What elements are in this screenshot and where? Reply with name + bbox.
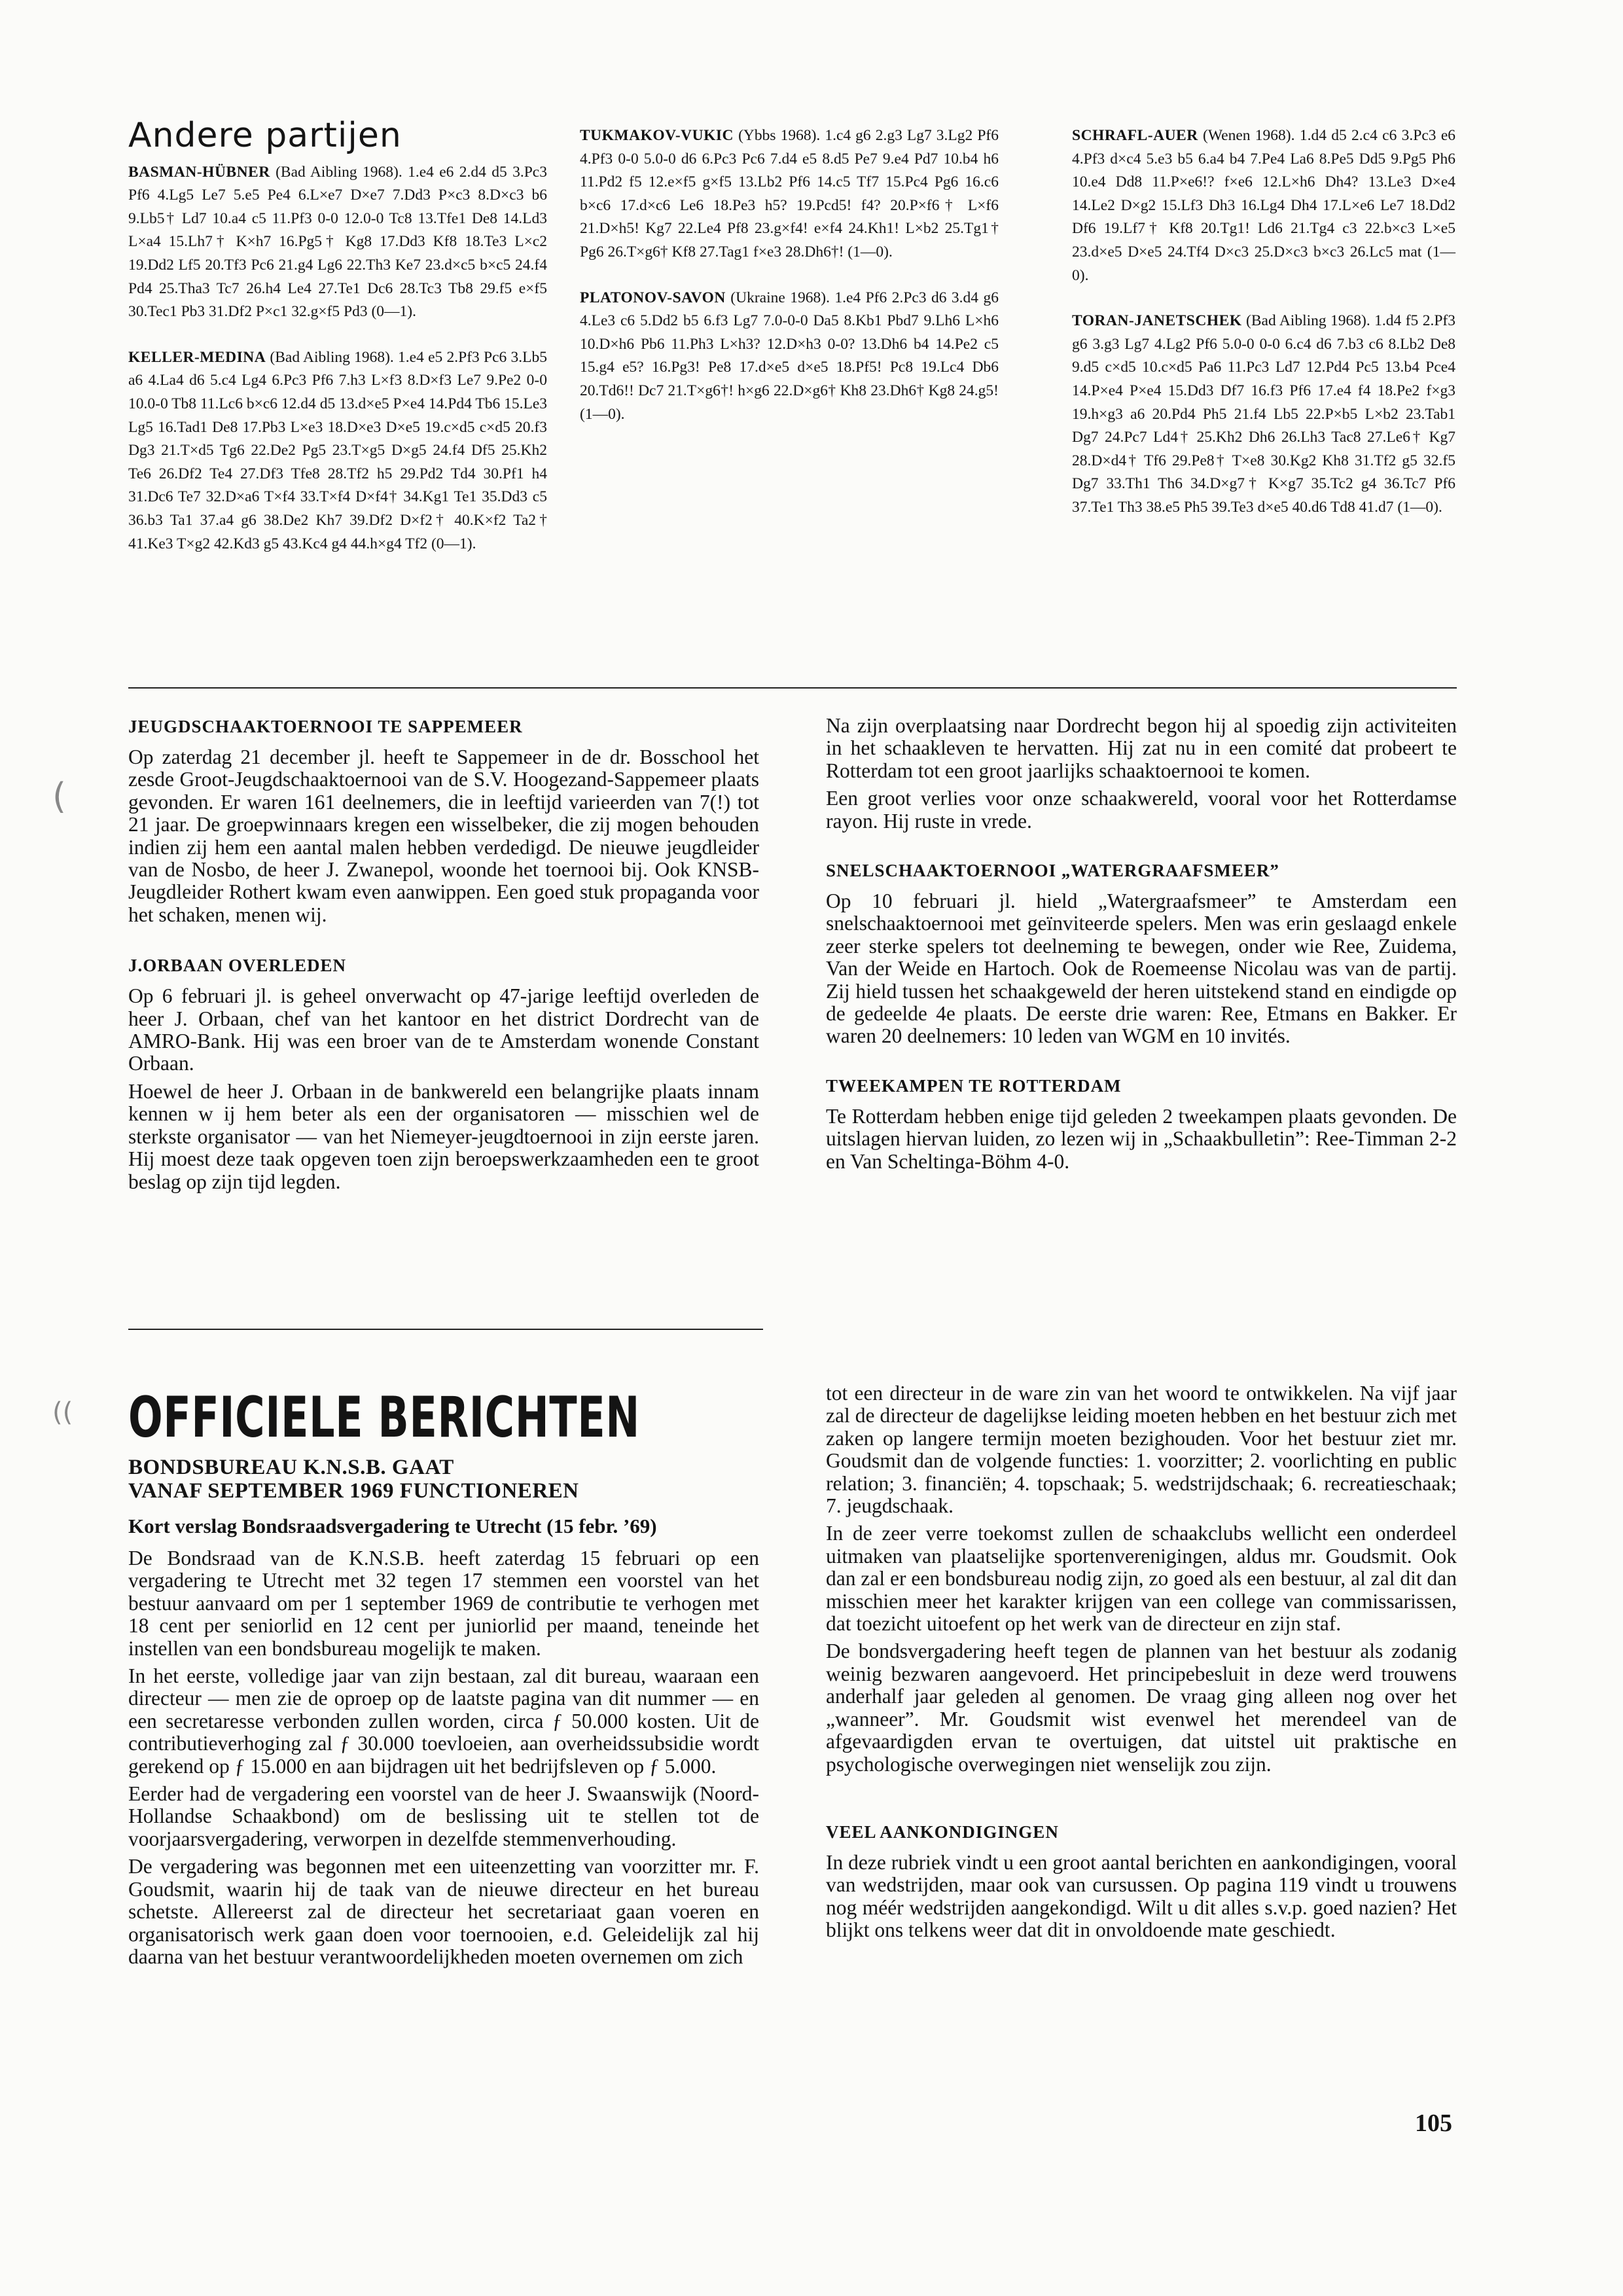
article-paragraph: De bondsvergadering heeft tegen de plannen van het bestuur als zodanig weinig bezwaren aangevoerd. Het principebesluit in deze werd trouwens anderhalf jaar geleden al genomen. De vraag ging alleen nog over het „wanneer”. Mr. Goudsmit wist evenwel het merendeel van de afgevaardigden ervan te overtuigen, dat uitstel uit praktische en psychologische overwegingen niet wenselijk zou zijn. xyxy=(826,1640,1457,1776)
margin-mark: (( xyxy=(52,1397,73,1427)
game-entry: PLATONOV-SAVON (Ukraine 1968). 1.e4 Pf6 2.Pc3 d6 3.d4 g6 4.Le3 c6 5.Dd2 b5 6.f3 Lg7 7.0-0-0 Da5 8.Kb1 Pbd7 9.Lh6 L×h6 10.D×h6 Pb6 11.Ph3 L×h3? 12.D×h3 0-0? 13.Dh6 b4 14.Pe2 c5 15.g4 e5? 16.Pg3! Pe8 17.d×e5 d×e5 18.Pf5! Pc8 19.Lc4 Db6 20.Td6!! Dc7 21.T×g6†! h×g6 22.D×g6† Kh8 23.Dh6† Kg8 24.g5! (1—0). xyxy=(580,289,999,423)
article-paragraph: In het eerste, volledige jaar van zijn bestaan, zal dit bureau, waaraan een directeur — men zie de oproep op de laatste pagina van dit nummer — en een secretaresse verbonden zullen worden, circa ƒ 50.000 kosten. Uit de contributieverhoging zal ƒ 30.000 toevloeien, aan overheidssubsidie wordt gerekend op ƒ 15.000 en aan bijdragen uit het bedrijfsleven op ƒ 5.000. xyxy=(128,1664,759,1778)
rule-before-officiele xyxy=(128,1329,763,1330)
article-title: J.ORBAAN OVERLEDEN xyxy=(128,956,347,976)
article-paragraph: Te Rotterdam hebben enige tijd geleden 2 tweekampen plaats gevonden. De uitslagen hiervan luiden, zo lezen wij in „Schaakbulletin”: Ree-Timman 2-2 en Van Scheltinga-Böhm 4-0. xyxy=(826,1104,1457,1173)
margin-mark: ( xyxy=(52,776,67,817)
officiele-subtitle: VANAF SEPTEMBER 1969 FUNCTIONEREN xyxy=(128,1479,579,1503)
article-paragraph: Op zaterdag 21 december jl. heeft te Sappemeer in de dr. Bosschool het zesde Groot-Jeugdschaaktoernooi van de S.V. Hoogezand-Sappemeer plaats gevonden. Er waren 161 deelnemers, die in leeftijd varieerden van 7(!) tot 21 jaar. De groepwinnaars kregen een wisselbeker, die zij mogen behouden indien zij hem een aantal malen hebben verdedigd. De nieuwe jeugdleider van de Nosbo, de heer J. Zwanepol, woonde het toernooi bij. Ook KNSB-Jeugdleider Rothert kwam even aanwippen. Een goed stuk propaganda voor het schaken, menen wij. xyxy=(128,745,759,926)
article-paragraph: tot een directeur in de ware zin van het woord te ontwikkelen. Na vijf jaar zal de directeur de dagelijkse leiding moeten hebben en het bestuur zich met zaken op langere termijn moeten bezighouden. Voor het bestuur ziet mr. Goudsmit dan de volgende functies: 1. voorzitter; 2. voorlichting en public relation; 3. financiën; 4. topschaak; 5. wedstrijdschaak; 6. recreatieschaak; 7. jeugdschaak. xyxy=(826,1382,1457,1518)
game-entry: TORAN-JANETSCHEK (Bad Aibling 1968). 1.d4 f5 2.Pf3 g6 3.g3 Lg7 4.Lg2 Pf6 5.0-0 0-0 6.c4 d6 7.b3 c6 8.Lb2 De8 9.d5 c×d5 10.c×d5 Pa6 11.Pc3 Ld7 12.Pd4 Pc5 13.b4 Pce4 14.P×e4 P×e4 15.Dd3 Df7 16.f3 Pf6 17.e4 f4 18.Pe2 f×g3 19.h×g3 a6 20.Pd4 Ph5 21.f4 Lb5 22.P×b5 L×b2 23.Tab1 Dg7 24.Pc7 Ld4† 25.Kh2 Dh6 26.Lh3 Tac8 27.Le6† Kg7 28.D×d4† Tf6 29.Pe8† T×e8 30.Kg2 Kh8 31.Tf2 g5 32.f5 Dg7 33.Th1 Th6 34.D×g7† K×g7 35.Tc2 g4 36.Tc7 Pf6 37.Te1 Th3 38.e5 Ph5 39.Te3 d×e5 40.d6 Td8 41.d7 (1—0). xyxy=(1072,312,1455,516)
article-orbaan-continued xyxy=(826,715,1457,833)
article-tweekampen xyxy=(826,1074,1457,1173)
article-title: JEUGDSCHAAKTOERNOOI TE SAPPEMEER xyxy=(128,717,523,736)
officiele-kort-verslag: Kort verslag Bondsraadsvergadering te Utrecht (15 febr. ’69) xyxy=(128,1515,657,1537)
articles-left-column xyxy=(128,715,759,1198)
game-entry: KELLER-MEDINA (Bad Aibling 1968). 1.e4 e5 2.Pf3 Pc6 3.Lb5 a6 4.La4 d6 5.c4 Lg4 6.Pc3 Pf6 7.h3 L×f3 8.D×f3 Le7 9.Pe2 0-0 10.0-0 Tb8 11.Lc6 b×c6 12.d4 d5 13.d×e5 P×e4 14.Pd4 Tb6 15.Le3 Lg5 16.Tad1 De8 17.Pb3 L×e3 18.D×e3 D×e5 19.c×d5 c×d5 20.f3 Dg3 21.T×d5 Tg6 22.De2 Pg5 23.T×g5 D×g5 24.f4 Df5 25.Kh2 Te6 26.Df2 Te4 27.Df3 Tfe8 28.Tf2 h5 29.Pd2 Td4 30.Pf1 h4 31.Dc6 Te7 32.D×a6 T×f4 33.T×f4 D×f4† 34.Kg1 Te1 35.Dd3 c5 36.b3 Ta1 37.a4 g6 38.De2 Kh7 39.Df2 D×f2† 40.K×f2 Ta2† 41.Ke3 T×g2 42.Kd3 g5 43.Kc4 g4 44.h×g4 Tf2 (0—1). xyxy=(128,348,547,552)
article-title: SNELSCHAAKTOERNOOI „WATERGRAAFSMEER” xyxy=(826,861,1279,881)
articles-right-column xyxy=(826,715,1457,1178)
article-paragraph: Op 10 februari jl. hield „Watergraafsmeer” te Amsterdam een snelschaaktoernooi met geïnviteerde spelers. Men was erin geslaagd enkele zeer sterke spelers tot deelneming te bewegen, onder wie Ree, Zuidema, Van der Weide en Hartoch. Ook de Roemeense Nicolau was van de partij. Zij hield tussen het schaakgeweld der heren uitstekend stand en eindigde op de gedeelde 4e plaats. De eerste drie waren: Ree, Etmans en Bakker. Er waren 20 deelnemers: 10 leden van WGM en 10 invités. xyxy=(826,889,1457,1048)
article-paragraph: Op 6 februari jl. is geheel onverwacht op 47-jarige leeftijd overleden de heer J. Orbaan, chef van het kantoor en het district Dordrecht van de AMRO-Bank. Hij was een broer van de te Amsterdam wonende Constant Orbaan. xyxy=(128,984,759,1075)
article-jeugd xyxy=(128,715,759,926)
article-paragraph: Na zijn overplaatsing naar Dordrecht begon hij al spoedig zijn activiteiten in het schaakleven te hervatten. Hij zat nu in een comité dat probeert te Rotterdam tot een groot jaarlijks schaaktoernooi te komen. xyxy=(826,714,1457,782)
games-column-1 xyxy=(128,116,547,578)
rule-after-games xyxy=(128,687,1457,689)
article-veel xyxy=(826,1820,1457,1942)
game-entry: BASMAN-HÜBNER (Bad Aibling 1968). 1.e4 e6 2.d4 d5 3.Pc3 Pf6 4.Lg5 Le7 5.e5 Pe4 6.L×e7 D×e7 7.Dd3 P×c3 8.D×c3 b6 9.Lb5† Ld7 10.a4 c5 11.Pf3 0-0 12.0-0 Tc8 13.Tfe1 De8 14.Ld3 L×a4 15.Lh7† K×h7 16.Pg5† Kg8 17.Dd3 Kf8 18.Te3 L×c2 19.Dd2 Lf5 20.Tf3 Pc6 21.g4 Lg6 22.Th3 Ke7 23.d×c5 b×c5 24.f4 Pd4 25.Tha3 Tc7 26.h4 Le4 27.Te1 Dc6 28.Tc3 Tb8 29.f5 e×f5 30.Tec1 Pb3 31.Df2 P×c1 32.g×f5 Pd3 (0—1). xyxy=(128,163,547,321)
article-paragraph: De Bondsraad van de K.N.S.B. heeft zaterdag 15 februari op een vergadering te Utrecht met 32 tegen 17 stemmen een voorstel van het bestuur aanvaard om per 1 september 1969 de contributie te verhogen met 18 cent per seniorlid en 12 cent per juniorlid per maand, teneinde het instellen van een bondsbureau mogelijk te maken. xyxy=(128,1547,759,1660)
article-paragraph: In de zeer verre toekomst zullen de schaakclubs wellicht een onderdeel uitmaken van plaatselijke sportenverenigingen, aldus mr. Goudsmit. Ook dan zal er een bondsbureau nodig zijn, zo goed als een bestuur, al zal dit dan misschien meer het karakter krijgen van een college van commissarissen, dat toezicht uitoefent op het werk van de directeur en zijn staf. xyxy=(826,1522,1457,1636)
game-entry: TUKMAKOV-VUKIC (Ybbs 1968). 1.c4 g6 2.g3 Lg7 3.Lg2 Pf6 4.Pf3 0-0 5.0-0 d6 6.Pc3 Pc6 7.d4 e5 8.d5 Pe7 9.e4 Pd7 10.b4 h6 11.Pd2 f5 12.e×f5 g×f5 13.Lb2 Pf6 14.c5 Tf7 15.Pc4 Pg6 16.c6 b×c6 17.d×c6 Le6 18.Pe3 h5? 19.Pcd5! f4? 20.P×f6† L×f6 21.D×h5! Kg7 22.Le4 Pf8 23.g×f4! e×f4 24.Kh1! L×b2 25.Tg1† Pg6 26.T×g6† Kf8 27.Tag1 f×e3 28.Dh6†! (1—0). xyxy=(580,127,999,260)
article-paragraph: Eerder had de vergadering een voorstel van de heer J. Swaanswijk (Noord-Hollandse Schaakbond) om de beslissing uit te stellen tot de voorjaarsvergadering, verworpen in dezelfde stemmenverhouding. xyxy=(128,1782,759,1850)
article-paragraph: Een groot verlies voor onze schaakwereld, vooral voor het Rotterdamse rayon. Hij ruste in vrede. xyxy=(826,787,1457,833)
games-column-3 xyxy=(1072,124,1455,542)
games-column-2 xyxy=(580,124,999,448)
article-paragraph: In deze rubriek vindt u een groot aantal berichten en aankondigingen, vooral van wedstrijden, maar ook van cursussen. Op pagina 119 vindt u trouwens nog méér wedstrijden aangekondigd. Wilt u dit alles s.v.p. goed nazien? Het blijkt ons telkens weer dat dit in onvoldoende mate geschiedt. xyxy=(826,1850,1457,1942)
article-title: TWEEKAMPEN TE ROTTERDAM xyxy=(826,1075,1122,1096)
game-entry: SCHRAFL-AUER (Wenen 1968). 1.d4 d5 2.c4 c6 3.Pc3 e6 4.Pf3 d×c4 5.e3 b5 6.a4 b4 7.Pe4 La6 8.Pe5 Dd5 9.Pg5 Ph6 10.e4 Dd8 11.P×e6!? f×e6 12.L×h6 Dh4? 13.Le3 D×e4 14.Le2 D×g2 15.Lf3 Dh3 16.Lg4 Dh4 17.L×e6 Le7 18.Dd2 Df6 19.Lf7† Kf8 20.Tg1! Ld6 21.Tg4 c3 22.b×c3 L×e5 23.d×e5 D×e5 24.Tf4 D×c3 25.D×c3 b×c3 26.Lc5 mat (1—0). xyxy=(1072,127,1456,284)
article-paragraph: Hoewel de heer J. Orbaan in de bankwereld een belangrijke plaats innam kennen w ij hem beter als een der organisatoren — misschien wel de sterkste organisator — van het Niemeyer-jeugdtoernooi in zijn eerste jaren. Hij moest deze taak opgeven toen zijn beroepswerkzaamheden een te groot beslag op zijn tijd legden. xyxy=(128,1079,759,1193)
article-orbaan xyxy=(128,954,759,1193)
games-heading: Andere partijen xyxy=(128,116,402,155)
officiele-subtitle: BONDSBUREAU K.N.S.B. GAAT xyxy=(128,1456,454,1479)
officiele-left-column xyxy=(128,1385,759,1973)
article-title: VEEL AANKONDIGINGEN xyxy=(826,1821,1059,1842)
page-number: 105 xyxy=(1415,2109,1452,2137)
officiele-right-column xyxy=(826,1382,1457,1947)
article-snelschaak xyxy=(826,859,1457,1048)
article-paragraph: De vergadering was begonnen met een uiteenzetting van voorzitter mr. F. Goudsmit, waarin hij de taak van de nieuwe directeur en het bureau schetste. Allereerst zal de directeur het secretariaat gaan voeren en organisatorisch werk gaan doen voor toernooien, e.d. Geleidelijk zal hij daarna van het bestuur verantwoordelijkheden moeten overnemen om zich xyxy=(128,1855,759,1968)
officiele-title: OFFICIELE BERICHTEN xyxy=(128,1385,640,1450)
